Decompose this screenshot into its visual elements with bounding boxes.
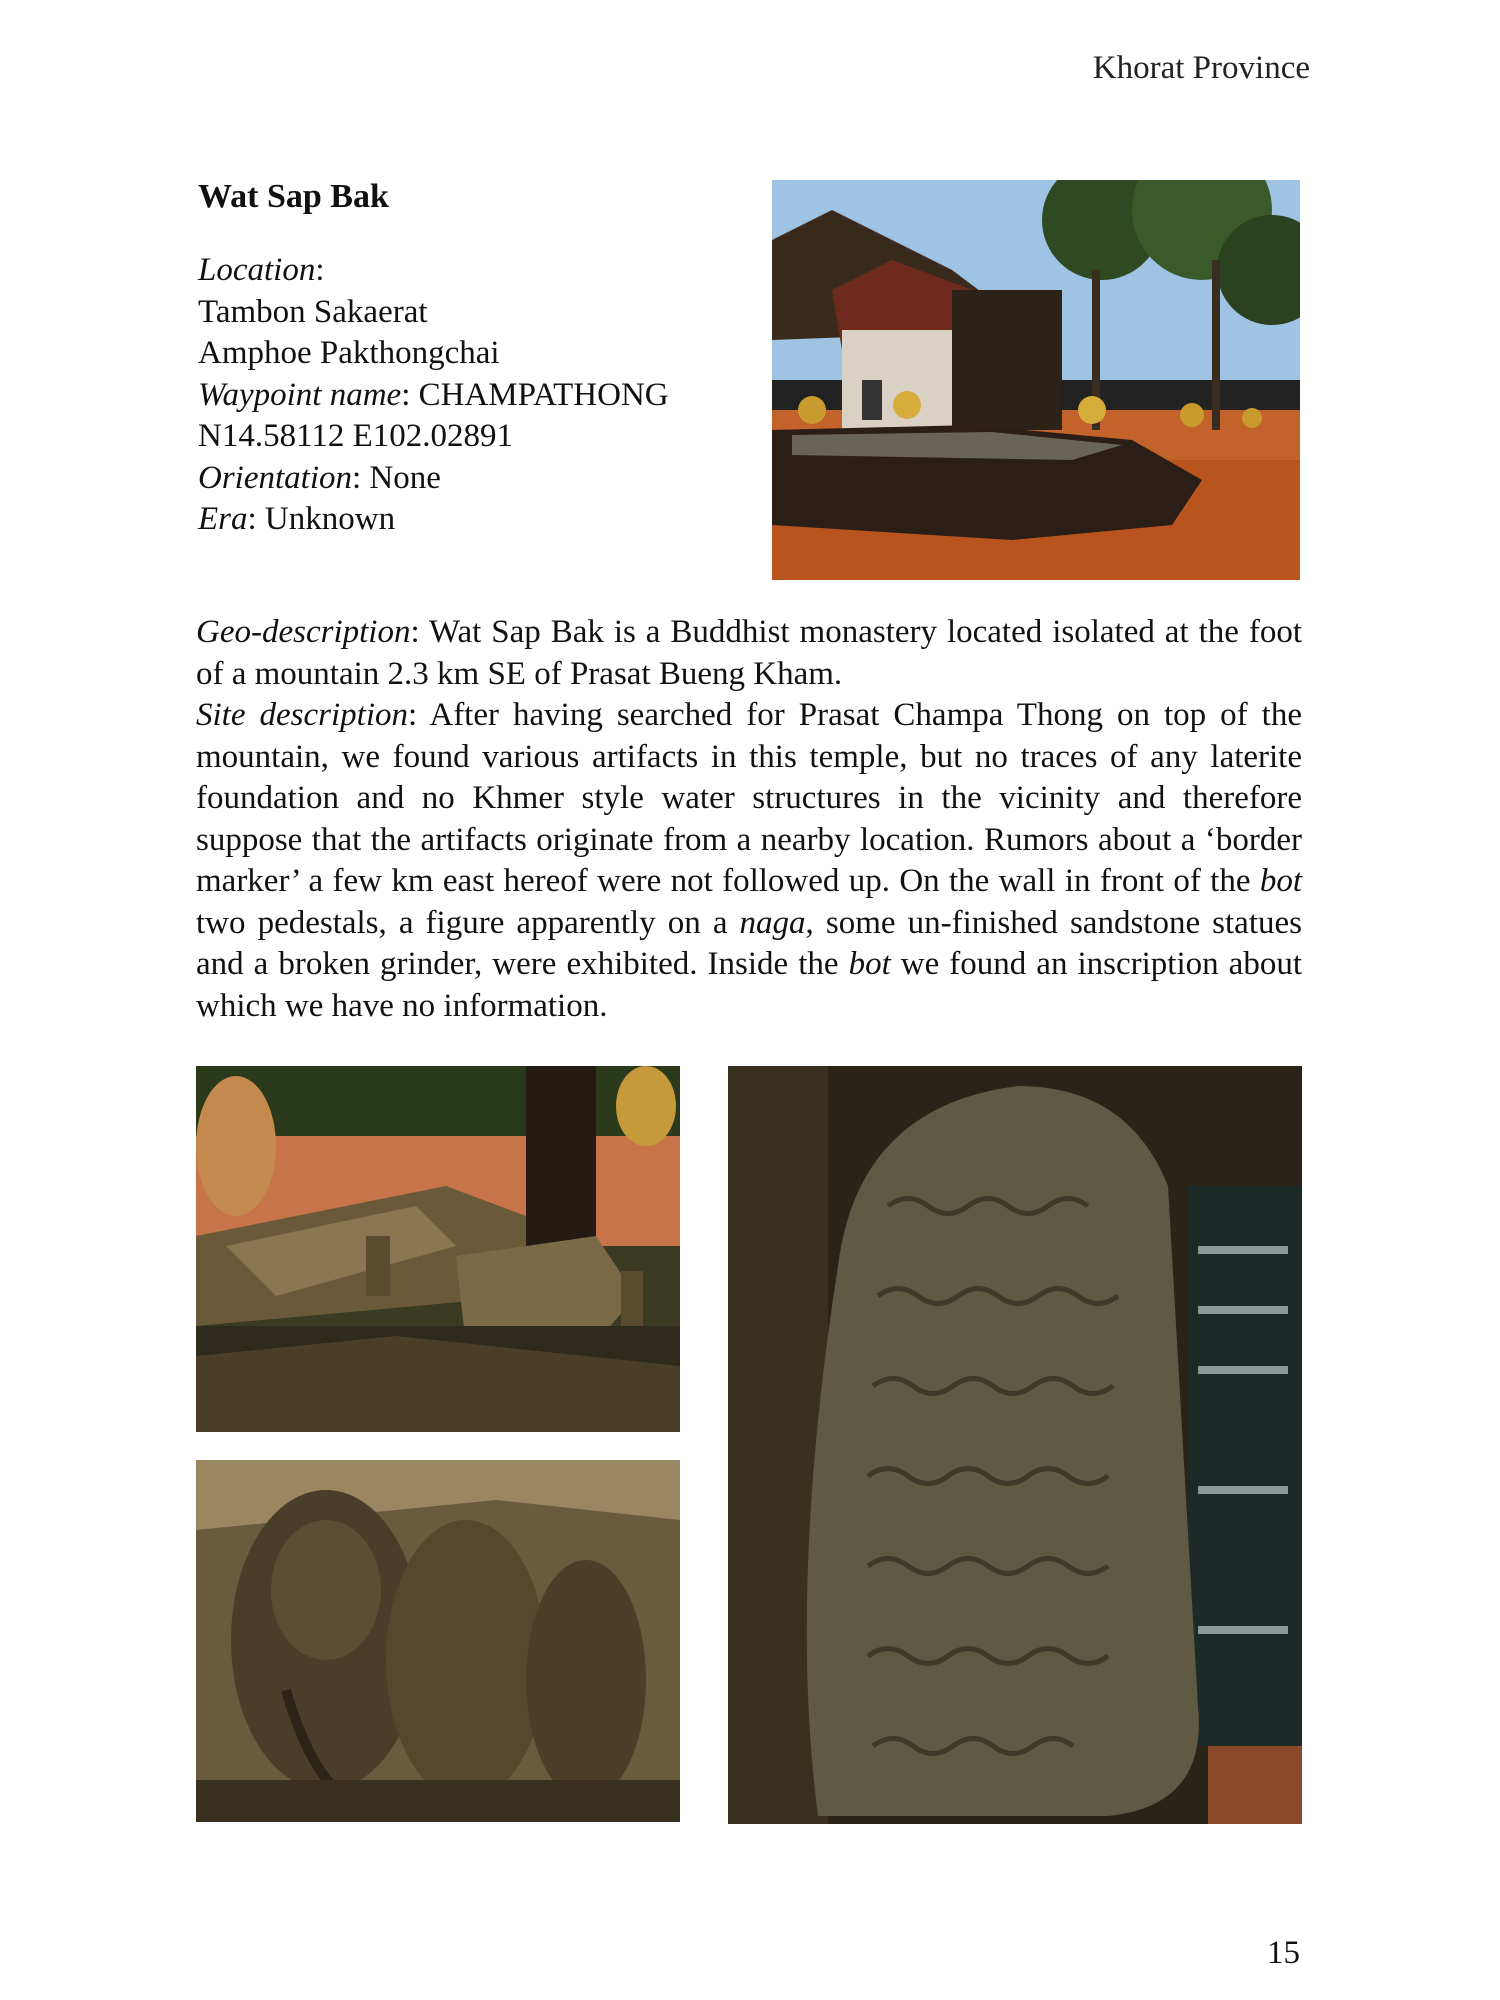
site-description-paragraph: Site description: After having searched for Prasat Champa Thong on top of the mountain, we found various artifacts in this temple, but no traces of any laterite foundation and no Khmer style water structures in the vicinity and therefore suppose that the artifacts originate from a nearby location. Rumors about a ‘border marker’ a few km east hereof were not followed up. On the wall in front of the bot two pedestals, a figure apparently on a naga, some un-finished sandstone statues and a broken grinder, were exhibited. Inside the bot we found an inscription about which we have no information.	[196, 697, 1302, 1024]
waypoint-value: CHAMPATHONG	[418, 376, 669, 413]
amphoe-row: Amphoe Pakthongchai	[198, 335, 500, 371]
orientation-row: Orientation: None	[198, 459, 441, 496]
site-text-part-1: After having searched for Prasat Champa Thong on top of the mountain, we found various artifacts in this temple, but no traces of any laterite foundation and no Khmer style water structures in the vicinity and therefore suppose that the artifacts originate from a nearby location. Rumors about a ‘border marker’ a few km east hereof were not followed up. On the wall in front of the	[196, 697, 1302, 899]
naga-figure-photo	[196, 1460, 680, 1822]
waypoint-row: Waypoint name: CHAMPATHONG	[198, 376, 669, 413]
naga-term: naga	[739, 904, 806, 941]
site-text-part-2: two pedestals, a figure apparently on a	[196, 904, 740, 941]
running-header: Khorat Province	[1092, 50, 1310, 86]
geo-description-label: Geo-description	[196, 614, 411, 650]
site-info-block	[198, 250, 758, 541]
inscription-stone-photo	[728, 1066, 1302, 1824]
tambon-row: Tambon Sakaerat	[198, 293, 428, 330]
description-text	[196, 612, 1302, 1027]
waypoint-label: Waypoint name	[198, 376, 402, 413]
era-label: Era	[198, 501, 248, 537]
orientation-value: None	[369, 459, 441, 496]
geo-description-text: Wat Sap Bak is a Buddhist monastery located isolated at the foot of a mountain 2.3 km SE of Prasat Bueng Kham.	[196, 614, 1302, 692]
location-row: Location:	[198, 252, 325, 288]
era-value: Unknown	[264, 501, 396, 537]
site-title: Wat Sap Bak	[198, 178, 389, 215]
era-row: Era: Unknown	[198, 501, 396, 537]
site-text-part-4: we found an inscription about which we have no information.	[196, 946, 1302, 1024]
pedestals-photo	[196, 1066, 680, 1432]
geo-description-paragraph: Geo-description: Wat Sap Bak is a Buddhist monastery located isolated at the foot of a mountain 2.3 km SE of Prasat Bueng Kham.	[196, 614, 1302, 692]
site-text-part-3: , some un-finished sandstone statues and a broken grinder, were exhibited. Inside the	[196, 904, 1302, 982]
bot-term-2: bot	[848, 946, 891, 982]
site-description-label: Site description	[196, 697, 408, 733]
location-label: Location	[198, 252, 316, 288]
coordinates-row: N14.58112 E102.02891	[198, 418, 514, 454]
page-number: 15	[1267, 1935, 1300, 1971]
bot-term-1: bot	[1259, 863, 1302, 899]
temple-photo	[772, 180, 1300, 580]
orientation-label: Orientation	[198, 459, 352, 496]
